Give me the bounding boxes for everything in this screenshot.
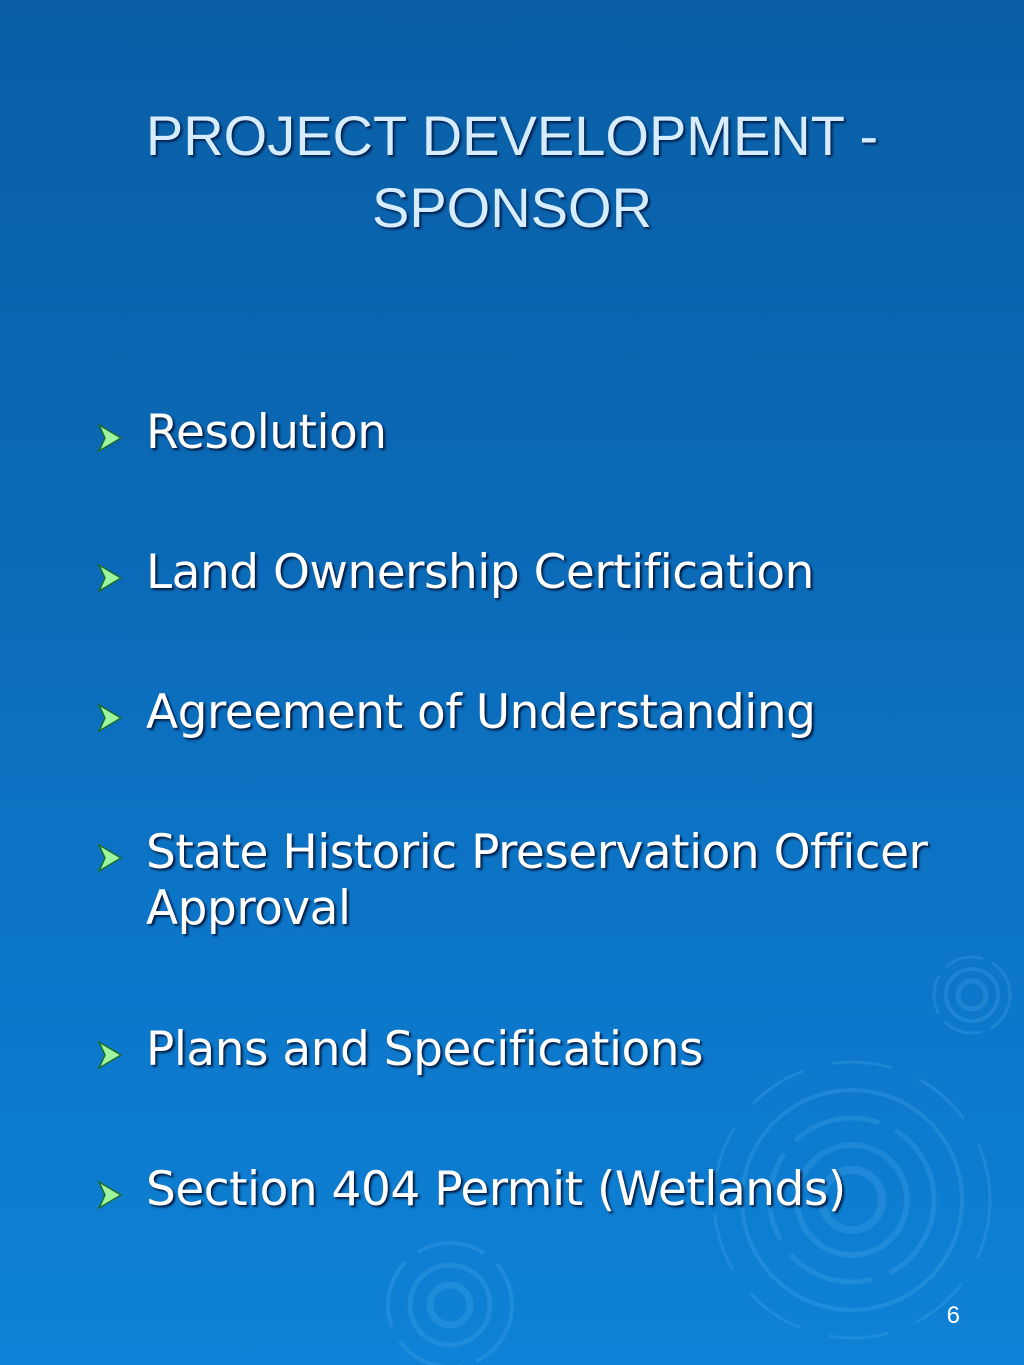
arrow-bullet-icon xyxy=(96,423,124,453)
arrow-bullet-icon xyxy=(96,1180,124,1210)
slide-title-line-1: PROJECT DEVELOPMENT - xyxy=(145,104,879,167)
arrow-bullet-icon xyxy=(96,843,124,873)
bullet-label: Agreement of Understanding xyxy=(146,685,816,740)
bullet-label: Land Ownership Certification xyxy=(146,545,814,600)
arrow-bullet-icon xyxy=(96,563,124,593)
arrow-bullet-icon xyxy=(96,1040,124,1070)
page-number: 6 xyxy=(946,1302,960,1329)
bullet-label: Resolution xyxy=(146,405,387,460)
bullet-label-line-1: State Historic Preservation Officer xyxy=(146,825,928,880)
bullet-label: Section 404 Permit (Wetlands) xyxy=(146,1162,846,1217)
arrow-bullet-icon xyxy=(96,703,124,733)
bullet-label: Plans and Specifications xyxy=(146,1022,704,1077)
slide-title-line-2: SPONSOR xyxy=(371,176,653,239)
bullet-label-line-2: Approval xyxy=(146,881,351,936)
